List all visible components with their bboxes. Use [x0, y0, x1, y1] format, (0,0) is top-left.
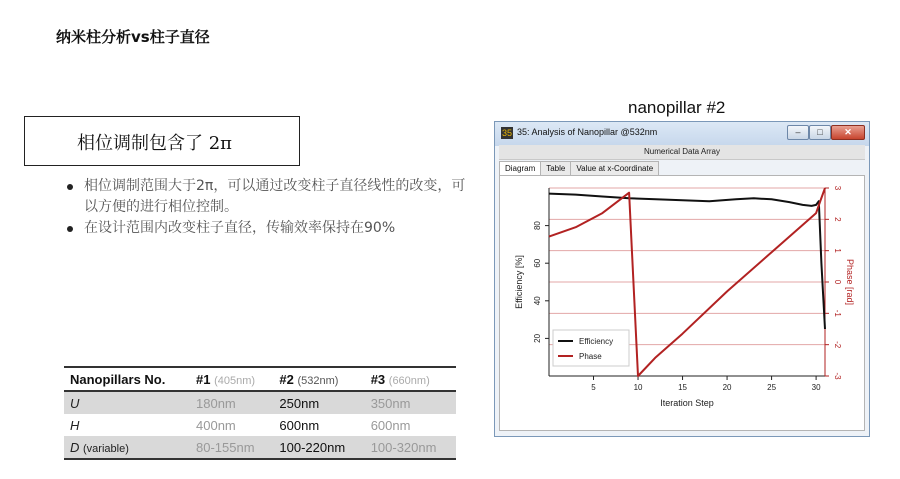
table-header-cell: #3 (660nm) [370, 371, 430, 387]
x-tick-label: 30 [811, 383, 821, 392]
x-axis-label: Iteration Step [660, 398, 714, 408]
tab-value-at-x[interactable]: Value at x-Coordinate [570, 161, 659, 176]
y-left-tick-label: 80 [533, 221, 542, 231]
y-right-tick-label: 0 [833, 279, 842, 285]
table-header-cell: #1 (405nm) [196, 371, 256, 387]
tab-diagram[interactable]: Diagram [499, 161, 541, 176]
close-button[interactable]: ✕ [831, 125, 865, 140]
legend-label: Phase [579, 352, 602, 361]
y-left-tick-label: 20 [533, 333, 542, 343]
window-title: 35: Analysis of Nanopillar @532nm [517, 127, 658, 137]
y-right-tick-label: 2 [833, 217, 842, 222]
bullet-list [64, 176, 474, 239]
table-row [64, 414, 456, 436]
x-tick-label: 20 [722, 383, 732, 392]
figure-label: nanopillar #2 [628, 98, 726, 117]
table-header-row [64, 367, 456, 391]
y-left-tick-label: 40 [533, 296, 542, 306]
app-icon: 35 [501, 128, 512, 138]
table-cell: 400nm [196, 417, 236, 433]
table-cell: 100-320nm [370, 439, 437, 455]
analysis-window [494, 121, 870, 437]
row-label: H [70, 417, 80, 433]
table-row [64, 436, 456, 459]
y-right-tick-label: 3 [833, 185, 842, 191]
tab-bar [499, 161, 658, 175]
nanopillar-parameter-table [64, 366, 456, 460]
row-label: U [70, 395, 80, 411]
table-cell: 250nm [279, 395, 320, 411]
x-tick-label: 15 [678, 383, 688, 392]
table-cell: 100-220nm [279, 439, 346, 455]
x-tick-label: 10 [633, 383, 643, 392]
y-right-tick-label: -2 [833, 341, 842, 349]
y-right-tick-label: -3 [833, 372, 842, 380]
y-right-tick-label: 1 [833, 248, 842, 253]
table-cell: 600nm [370, 417, 411, 433]
table-row [64, 391, 456, 414]
slide-title: 纳米柱分析vs柱子直径 [56, 28, 210, 46]
y-right-tick-label: -1 [833, 309, 842, 317]
y-left-tick-label: 60 [533, 258, 542, 268]
table-cell: 600nm [279, 417, 320, 433]
series-line-efficiency [549, 194, 825, 329]
diagram-panel [499, 175, 865, 431]
minimize-button[interactable]: – [787, 125, 809, 140]
tab-table[interactable]: Table [540, 161, 571, 176]
window-titlebar[interactable] [495, 122, 869, 144]
table-cell: 350nm [370, 395, 411, 411]
table-header-cell: Nanopillars No. [70, 371, 166, 387]
boxed-heading: 相位调制包含了 2π [24, 116, 300, 166]
data-array-header: Numerical Data Array [499, 145, 865, 160]
table-cell: 180nm [196, 395, 236, 411]
efficiency-phase-chart [500, 176, 864, 430]
maximize-button[interactable]: □ [809, 125, 831, 140]
x-tick-label: 5 [591, 383, 596, 392]
row-label: D (variable) [70, 439, 129, 455]
x-tick-label: 25 [767, 383, 777, 392]
y-axis-left-label: Efficiency [%] [514, 255, 524, 309]
table-header-cell: #2 (532nm) [279, 371, 339, 387]
table-cell: 80-155nm [196, 439, 255, 455]
y-axis-right-label: Phase [rad] [845, 258, 855, 306]
bullet-item: 在设计范围内改变柱子直径，传输效率保持在90% [64, 218, 474, 239]
legend-label: Efficiency [579, 337, 614, 346]
bullet-item: 相位调制范围大于2π，可以通过改变柱子直径线性的改变，可以方便的进行相位控制。 [64, 176, 474, 218]
